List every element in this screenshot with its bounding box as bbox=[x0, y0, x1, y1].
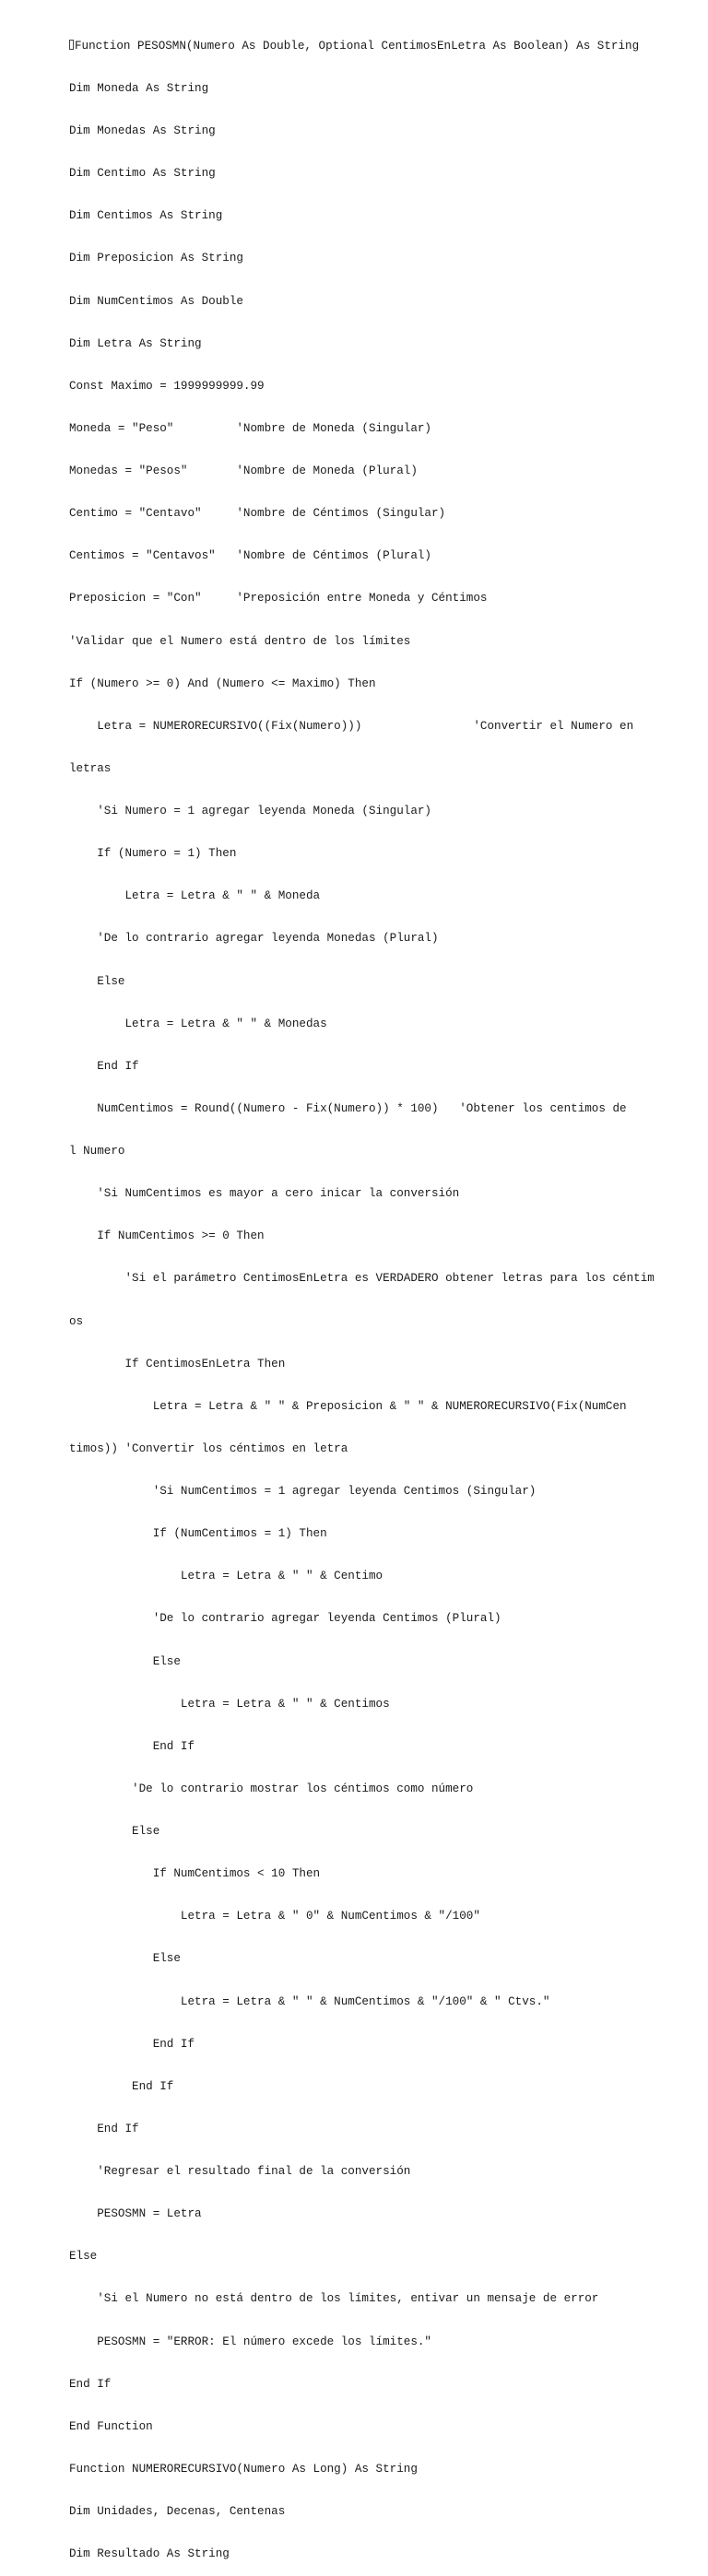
code-line: Dim Monedas As String bbox=[69, 124, 216, 137]
code-line: 'Si Numero = 1 agregar leyenda Moneda (Singular) bbox=[69, 805, 431, 817]
code-line: End If bbox=[69, 2079, 174, 2093]
code-line: End If bbox=[69, 1059, 139, 1073]
code-line: If CentimosEnLetra Then bbox=[69, 1357, 286, 1370]
code-line: If NumCentimos >= 0 Then bbox=[69, 1229, 265, 1243]
code-line: End If bbox=[69, 1739, 195, 1753]
code-line: Letra = Letra & " 0" & NumCentimos & "/100" bbox=[69, 1910, 480, 1923]
code-line: os bbox=[69, 1314, 84, 1328]
code-line: Else bbox=[69, 1825, 160, 1838]
code-line: Else bbox=[69, 1952, 181, 1966]
code-line: 'De lo contrario agregar leyenda Centimos (Plural) bbox=[69, 1612, 502, 1626]
code-line: Dim Letra As String bbox=[69, 336, 202, 350]
code-line: If (Numero = 1) Then bbox=[69, 847, 237, 861]
code-line: 'Validar que el Numero está dentro de los límites bbox=[69, 634, 411, 648]
code-line: Else bbox=[69, 1654, 181, 1668]
code-line: End If bbox=[69, 2037, 195, 2051]
code-text: Function PESOSMN(Numero As Double, Optional CentimosEnLetra As Boolean) As String bbox=[75, 39, 640, 53]
code-line: Letra = Letra & " " & NumCentimos & "/100" & " Ctvs." bbox=[69, 1994, 550, 2008]
code-line: 'De lo contrario agregar leyenda Monedas (Plural) bbox=[69, 932, 439, 946]
code-line: 'De lo contrario mostrar los céntimos como número bbox=[69, 1782, 474, 1795]
code-line: NumCentimos = Round((Numero - Fix(Numero)) * 100) 'Obtener los centimos de bbox=[69, 1101, 627, 1115]
code-listing bbox=[69, 11, 696, 2576]
code-line: If NumCentimos < 10 Then bbox=[69, 1867, 321, 1881]
code-line: Else bbox=[69, 974, 125, 988]
code-line: Dim Centimo As String bbox=[69, 167, 216, 181]
code-line: timos)) 'Convertir los céntimos en letra bbox=[69, 1441, 348, 1455]
code-line: Function NUMERORECURSIVO(Numero As Long) As String bbox=[69, 2462, 418, 2476]
code-line: Dim Resultado As String bbox=[69, 2547, 230, 2561]
code-line: PESOSMN = "ERROR: El número excede los límites." bbox=[69, 2335, 431, 2348]
code-line: Letra = Letra & " " & Centimo bbox=[69, 1570, 384, 1583]
code-line: Monedas = "Pesos" 'Nombre de Moneda (Plural) bbox=[69, 465, 418, 477]
code-line: Letra = Letra & " " & Preposicion & " " & NUMERORECURSIVO(Fix(NumCen bbox=[69, 1399, 627, 1413]
code-line: Centimos = "Centavos" 'Nombre de Céntimos (Plural) bbox=[69, 549, 431, 563]
code-line: Moneda = "Peso" 'Nombre de Moneda (Singular) bbox=[69, 421, 431, 435]
code-line: Letra = NUMERORECURSIVO((Fix(Numero))) 'Convertir el Numero en bbox=[69, 719, 634, 733]
code-line: Letra = Letra & " " & Monedas bbox=[69, 1017, 327, 1030]
code-line: Letra = Letra & " " & Centimos bbox=[69, 1697, 390, 1711]
code-line bbox=[69, 40, 696, 53]
code-line: If (NumCentimos = 1) Then bbox=[69, 1527, 327, 1541]
code-line: Const Maximo = 1999999999.99 bbox=[69, 379, 265, 393]
code-line: Else bbox=[69, 2250, 98, 2264]
code-line: 'Si NumCentimos es mayor a cero inicar la conversión bbox=[69, 1187, 460, 1201]
code-line: If (Numero >= 0) And (Numero <= Maximo) Then bbox=[69, 676, 376, 690]
code-line: Dim Centimos As String bbox=[69, 209, 223, 223]
code-line: Dim Unidades, Decenas, Centenas bbox=[69, 2505, 286, 2518]
box-glyph-icon bbox=[69, 40, 74, 50]
code-line: letras bbox=[69, 761, 112, 775]
code-line: Dim Moneda As String bbox=[69, 81, 209, 95]
code-line: Dim NumCentimos As Double bbox=[69, 294, 243, 308]
code-line: Letra = Letra & " " & Moneda bbox=[69, 889, 321, 903]
code-line: 'Si el parámetro CentimosEnLetra es VERDADERO obtener letras para los céntim bbox=[69, 1272, 655, 1286]
code-line: Centimo = "Centavo" 'Nombre de Céntimos (Singular) bbox=[69, 507, 446, 521]
code-line: 'Si NumCentimos = 1 agregar leyenda Centimos (Singular) bbox=[69, 1485, 537, 1498]
code-line: PESOSMN = Letra bbox=[69, 2207, 202, 2221]
code-line: Preposicion = "Con" 'Preposición entre Moneda y Céntimos bbox=[69, 592, 488, 606]
code-line: End If bbox=[69, 2122, 139, 2135]
code-line: 'Regresar el resultado final de la conversión bbox=[69, 2165, 411, 2178]
code-line: l Numero bbox=[69, 1145, 125, 1158]
code-line: Dim Preposicion As String bbox=[69, 252, 243, 265]
code-line: End If bbox=[69, 2377, 112, 2391]
code-line: 'Si el Numero no está dentro de los límites, entivar un mensaje de error bbox=[69, 2292, 599, 2306]
code-line: End Function bbox=[69, 2419, 153, 2433]
